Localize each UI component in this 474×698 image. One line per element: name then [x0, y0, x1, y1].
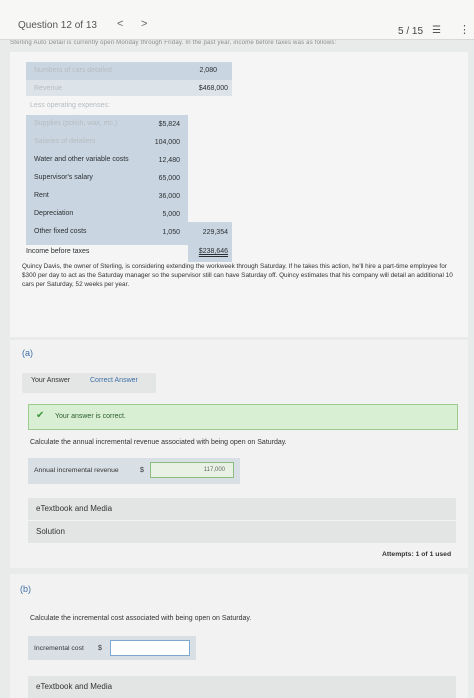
- etextbook-link-b[interactable]: [28, 676, 456, 698]
- row-label: Supplies (polish, wax, etc.): [34, 120, 118, 127]
- check-icon: ✔: [36, 410, 45, 421]
- row-label: Revenue: [34, 85, 63, 92]
- row-label: Water and other variable costs: [34, 156, 129, 163]
- part-b-prompt: Calculate the incremental cost associated with being open on Saturday.: [30, 615, 252, 622]
- row-value: $238,646: [198, 248, 228, 255]
- row-label: Income before taxes: [26, 248, 90, 255]
- row-label: Other fixed costs: [34, 228, 87, 235]
- row-value: 1,050: [162, 229, 180, 236]
- currency-symbol: $: [98, 645, 102, 652]
- list-icon[interactable]: ☰: [432, 25, 441, 36]
- row-label: Less operating expenses:: [30, 102, 110, 109]
- etextbook-label: eTextbook and Media: [36, 682, 113, 691]
- row-label: Salaries of detailers: [34, 138, 96, 145]
- etextbook-label: eTextbook and Media: [36, 504, 113, 513]
- currency-symbol: $: [140, 467, 144, 474]
- answer-tabs: [22, 373, 156, 393]
- revenue-field-label: Annual incremental revenue: [34, 467, 119, 474]
- tab-correct-answer[interactable]: Correct Answer: [90, 377, 138, 384]
- row-value: 104,000: [154, 139, 180, 146]
- cost-answer-row: [28, 636, 196, 660]
- question-progress: 5 / 15: [398, 26, 424, 37]
- more-vertical-icon[interactable]: ⋮: [459, 24, 470, 36]
- row-label: Supervisor's salary: [34, 174, 93, 181]
- solution-link[interactable]: [28, 521, 456, 543]
- previous-question-button[interactable]: <: [117, 18, 124, 30]
- cost-field-label: Incremental cost: [34, 645, 84, 652]
- etextbook-link-a[interactable]: [28, 498, 456, 520]
- part-a-label: (a): [22, 348, 33, 358]
- next-question-button[interactable]: >: [141, 18, 148, 30]
- row-label: Numbers of cars detailed: [34, 67, 112, 74]
- row-value: 12,480: [158, 157, 180, 164]
- part-b-label: (b): [20, 584, 31, 594]
- row-value: 65,000: [158, 175, 180, 182]
- question-header: [0, 0, 474, 40]
- row-value: $468,000: [198, 85, 228, 92]
- scenario-text: Quincy Davis, the owner of Sterling, is considering extending the workweek through Saturday. If he takes this action, he'll hire a part-time employee for $300 per day to act as the Saturday manager so the supervisor still can have Saturday off. Quincy estimates that his company will detail an additional 10 cars per Saturday, 52 weeks per year.: [22, 263, 453, 288]
- table-total-shade: [188, 222, 232, 262]
- solution-label: Solution: [36, 527, 65, 536]
- row-value: 5,000: [162, 211, 180, 218]
- revenue-answer-row: [28, 458, 240, 484]
- incremental-cost-input[interactable]: [110, 640, 190, 656]
- attempts-counter: Attempts: 1 of 1 used: [382, 551, 452, 558]
- correct-message: Your answer is correct.: [55, 413, 126, 420]
- correct-banner: [28, 404, 458, 430]
- tab-your-answer[interactable]: Your Answer: [31, 377, 71, 384]
- row-value: 2,080: [199, 67, 217, 74]
- row-label: Depreciation: [34, 210, 74, 217]
- problem-intro-text: Sterling Auto Detail is currently open Monday through Friday. In the past year, income before taxes was as follows:: [10, 40, 337, 46]
- revenue-input[interactable]: 117,000: [150, 462, 234, 478]
- row-label: Rent: [34, 192, 49, 199]
- row-value: $5,824: [158, 121, 180, 128]
- part-a-prompt: Calculate the annual incremental revenue associated with being open on Saturday.: [30, 439, 287, 446]
- question-title: Question 12 of 13: [18, 20, 97, 31]
- row-value: 36,000: [158, 193, 180, 200]
- row-value: 229,354: [202, 229, 228, 236]
